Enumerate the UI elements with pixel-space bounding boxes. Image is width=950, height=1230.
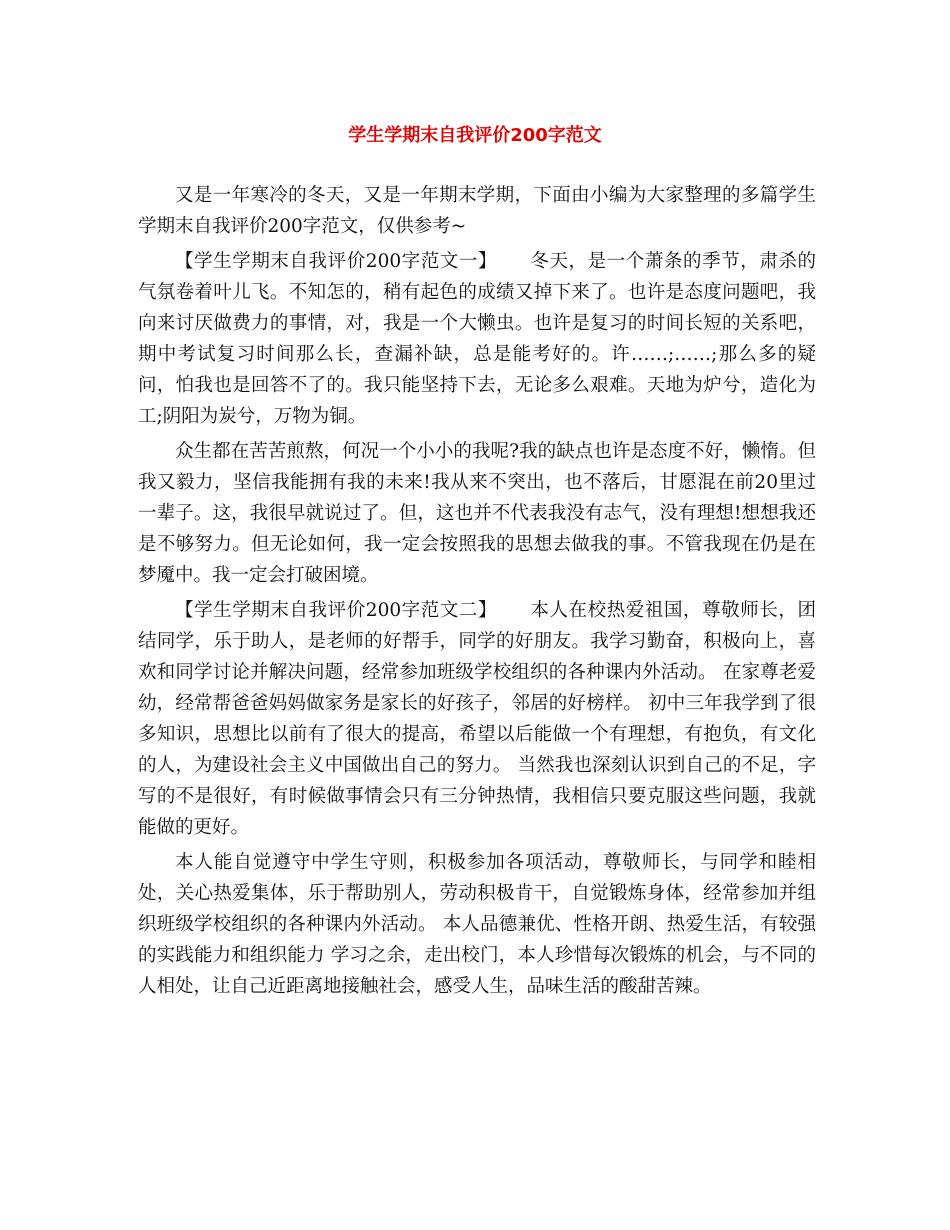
section-text-1: 冬天，是一个萧条的季节，肃杀的气氛卷着叶儿飞。不知怎的，稍有起色的成绩又掉下来了。也许是态度问题吧，我向来讨厌做费力的事情，对，我是一个大懒虫。也许是复习的时间长短的关系吧，期中考试复习时间那么长，查漏补缺，总是能考好的。许……;……;那么多的疑问，怕我也是回答不了的。我只能坚持下去，无论多么艰难。天地为炉兮，造化为工;阴阳为炭兮，万物为铜。	[138, 251, 817, 427]
section-heading-3: 【学生学期末自我评价200字范文二】	[175, 600, 498, 621]
document-title: 学生学期末自我评价200字范文	[348, 125, 602, 146]
section-paragraph-1	[138, 246, 816, 432]
intro-paragraph: 又是一年寒冷的冬天，又是一年期末学期，下面由小编为大家整理的多篇学生学期末自我评价200字范文，仅供参考~	[138, 185, 816, 237]
document-body	[138, 180, 816, 1006]
section-paragraph-4	[138, 847, 816, 1002]
section-heading-1: 【学生学期末自我评价200字范文一】	[175, 251, 498, 272]
section-text-3: 本人在校热爱祖国，尊敬师长，团结同学，乐于助人，是老师的好帮手，同学的好朋友。我学习勤奋，积极向上，喜欢和同学讨论并解决问题，经常参加班级学校组织的各种课内外活动。 在家尊老爱幼，经常帮爸爸妈妈做家务是家长的好孩子，邻居的好榜样。 初中三年我学到了很多知识，思想比以前有了很大的提高，希望以后能做一个有理想，有抱负，有文化的人，为建设社会主义中国做出自己的努力。 当然我也深刻认识到自己的不足，字写的不是很好，有时候做事情会只有三分钟热情，我相信只要克服这些问题，我就能做的更好。	[138, 600, 817, 838]
section-paragraph-2	[138, 436, 816, 591]
section-text-2: 众生都在苦苦煎熬，何况一个小小的我呢?我的缺点也许是态度不好，懒惰。但我又毅力，坚信我能拥有我的未来!我从来不突出，也不落后，甘愿混在前20里过一辈子。这，我很早就说过了。但，这也并不代表我没有志气，没有理想!想想我还是不够努力。但无论如何，我一定会按照我的思想去做我的事。不管我现在仍是在梦魇中。我一定会打破困境。	[138, 441, 816, 586]
section-paragraph-3	[138, 595, 816, 843]
section-text-4: 本人能自觉遵守中学生守则，积极参加各项活动，尊敬师长，与同学和睦相处，关心热爱集体，乐于帮助别人，劳动积极肯干，自觉锻炼身体，经常参加并组织班级学校组织的各种课内外活动。 本人品德兼优、性格开朗、热爱生活，有较强的实践能力和组织能力 学习之余，走出校门，本人珍惜每次锻炼的机会，与不同的人相处，让自己近距离地接触社会，感受人生，品味生活的酸甜苦辣。	[138, 852, 816, 997]
